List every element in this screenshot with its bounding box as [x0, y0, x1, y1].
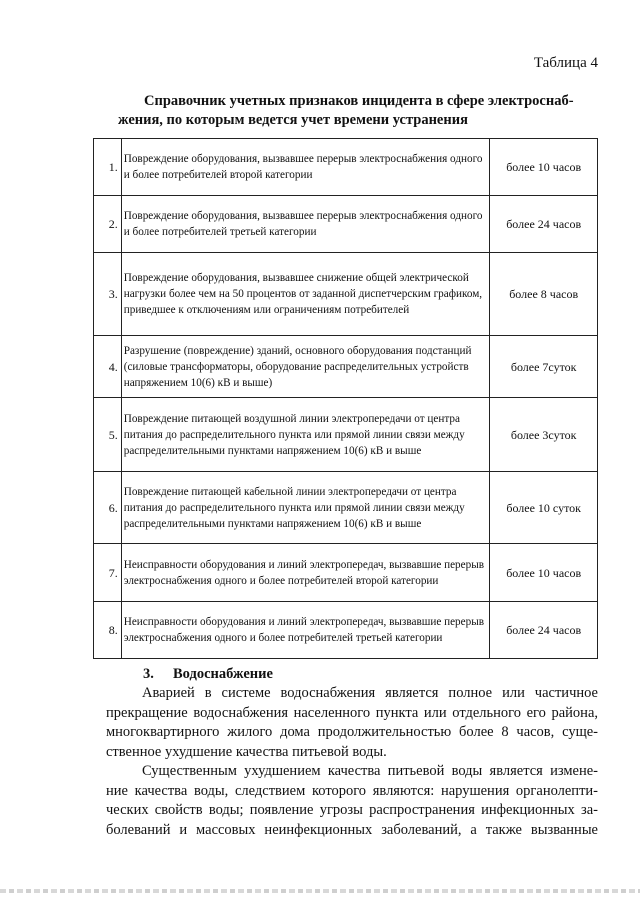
paragraph-line: прекращение водоснабжения населенного пункта или отдельного его района, — [106, 704, 598, 721]
paragraph-accident-definition — [106, 684, 598, 762]
row-description: Неисправности оборудования и линий электропередач, вызвавшие перерыв электроснабжения одного и более потребителей третьей категории — [121, 602, 490, 659]
row-number: 5. — [94, 398, 122, 472]
row-time: более 10 часов — [490, 139, 598, 196]
paragraph-line: Существенным ухудшением качества питьевой воды является измене- — [142, 763, 598, 779]
table-row — [94, 253, 598, 336]
paragraph-line: ственное ухудшение качества питьевой воды. — [106, 743, 387, 760]
row-time: более 7суток — [490, 336, 598, 398]
row-number: 3. — [94, 253, 122, 336]
row-number: 8. — [94, 602, 122, 659]
table-row — [94, 398, 598, 472]
row-time: более 24 часов — [490, 602, 598, 659]
paragraph-line: болеваний и массовых неинфекционных заболеваний, а также вызванные — [106, 821, 598, 838]
row-time: более 24 часов — [490, 196, 598, 253]
table-row — [94, 336, 598, 398]
row-time: более 8 часов — [490, 253, 598, 336]
row-time: более 10 суток — [490, 472, 598, 544]
row-number: 1. — [94, 139, 122, 196]
row-time: более 10 часов — [490, 544, 598, 602]
row-description: Повреждение оборудования, вызвавшее перерыв электроснабжения одного и более потребителей третьей категории — [121, 196, 490, 253]
table-row — [94, 139, 598, 196]
paragraph-line: ние качества воды, следствием которого являются: нарушения органолепти- — [106, 782, 598, 799]
paragraph-line: многоквартирного жилого дома продолжительностью более 8 часов, суще- — [106, 724, 598, 741]
row-description: Повреждение питающей кабельной линии электропередачи от центра питания до распределительного пункта или прямой линии связи между распределительными пунктами напряжением 10(6) кВ и выше — [121, 472, 490, 544]
table-row — [94, 602, 598, 659]
paragraph-line: ческих свойств воды; появление угрозы распространения инфекционных за- — [106, 802, 598, 819]
row-number: 4. — [94, 336, 122, 398]
row-description: Повреждение оборудования, вызвавшее снижение общей электрической нагрузки более чем на 50 процентов от заданной диспетчерским графиком, приведшее к отключениям или ограничениям потребителей — [121, 253, 490, 336]
paragraph-quality-definition — [106, 762, 598, 840]
scan-edge-artifact — [0, 889, 640, 893]
row-number: 6. — [94, 472, 122, 544]
row-description: Повреждение оборудования, вызвавшее перерыв электроснабжения одного и более потребителей второй категории — [121, 139, 490, 196]
section-number: 3. — [143, 666, 154, 682]
table-row — [94, 472, 598, 544]
table-row — [94, 544, 598, 602]
section-heading — [143, 666, 273, 683]
table-title: Справочник учетных признаков инцидента в сфере электроснаб-жения, по которым ведется учет времени устранения — [118, 93, 574, 128]
incidents-table — [93, 138, 598, 659]
row-number: 7. — [94, 544, 122, 602]
table-label: Таблица 4 — [533, 55, 598, 71]
section-title: Водоснабжение — [173, 666, 273, 682]
row-description: Разрушение (повреждение) зданий, основного оборудования подстанций (силовые трансформаторы, оборудование распределительных устройств напряжением 10(6) кВ и выше) — [121, 336, 490, 398]
row-description: Неисправности оборудования и линий электропередач, вызвавшие перерыв электроснабжения одного и более потребителей второй категории — [121, 544, 490, 602]
table-row — [94, 196, 598, 253]
row-number: 2. — [94, 196, 122, 253]
row-description: Повреждение питающей воздушной линии электропередачи от центра питания до распределительного пункта или прямой линии связи между распределительными пунктами напряжением 10(6) кВ и выше — [121, 398, 490, 472]
row-time: более 3суток — [490, 398, 598, 472]
paragraph-line: Аварией в системе водоснабжения является полное или частичное — [142, 685, 598, 701]
